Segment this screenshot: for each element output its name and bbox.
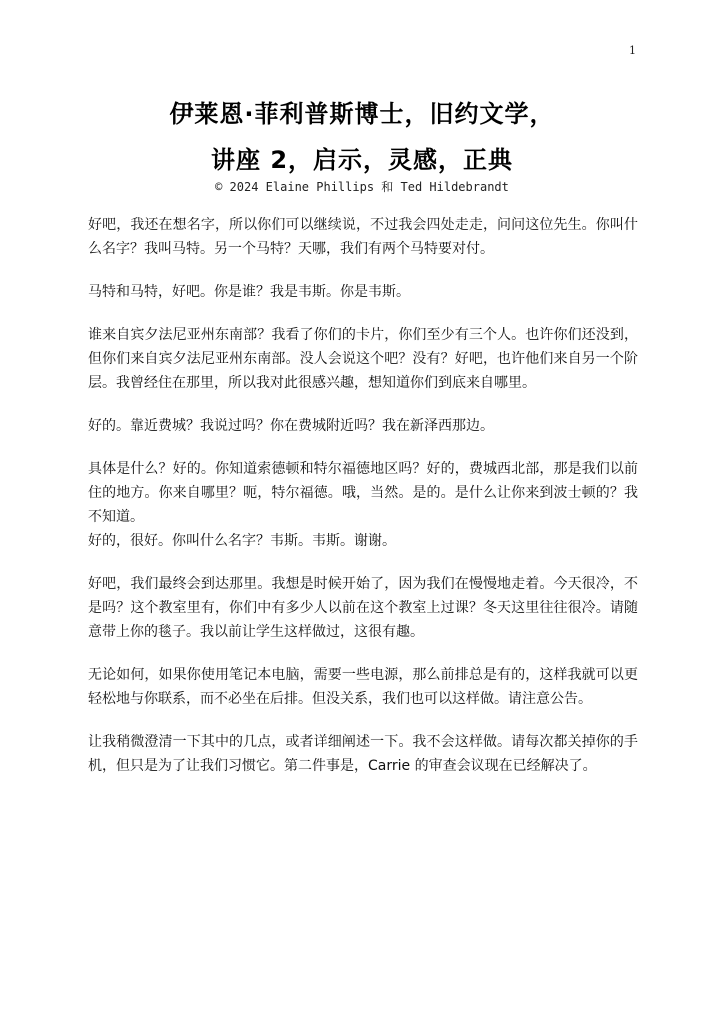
paragraph: 具体是什么？好的。你知道索德顿和特尔福德地区吗？好的，费城西北部，那是我们以前住的地方。你来自哪里？呃，特尔福德。哦，当然。是的。是什么让你来到波士顿的？我不知道。 bbox=[88, 461, 638, 525]
title-line-1: 伊莱恩·菲利普斯博士，旧约文学， bbox=[169, 100, 555, 128]
paragraph: 好的。靠近费城？我说过吗？你在费城附近吗？我在新泽西那边。 bbox=[88, 418, 494, 434]
transcript-body bbox=[88, 213, 638, 797]
paragraph: 好吧，我还在想名字，所以你们可以继续说，不过我会四处走走，问问这位先生。你叫什么名字？我叫马特。另一个马特？天哪，我们有两个马特要对付。 bbox=[88, 217, 638, 257]
copyright-line: © 2024 Elaine Phillips 和 Ted Hildebrandt bbox=[215, 180, 509, 194]
paragraph: 谁来自宾夕法尼亚州东南部？我看了你们的卡片，你们至少有三个人。也许你们还没到，但你们来自宾夕法尼亚州东南部。没人会说这个吧？没有？好吧，也许他们来自另一个阶层。我曾经住在那里，所以我对此很感兴趣，想知道你们到底来自哪里。 bbox=[88, 327, 638, 391]
title-line-2: 讲座 2，启示，灵感，正典 bbox=[210, 146, 514, 174]
paragraph: 让我稍微澄清一下其中的几点，或者详细阐述一下。我不会这样做。请每次都关掉你的手机，但只是为了让我们习惯它。第二件事是，Carrie 的审查会议现在已经解决了。 bbox=[88, 734, 638, 774]
paragraph: 好的，很好。你叫什么名字？韦斯。韦斯。谢谢。 bbox=[88, 533, 396, 549]
paragraph: 好吧，我们最终会到达那里。我想是时候开始了，因为我们在慢慢地走着。今天很冷，不是吗？这个教室里有，你们中有多少人以前在这个教室上过课？冬天这里往往很冷。请随意带上你的毯子。我以前让学生这样做过，这很有趣。 bbox=[88, 576, 638, 640]
page-number: 1 bbox=[629, 44, 636, 57]
paragraph: 无论如何，如果你使用笔记本电脑，需要一些电源，那么前排总是有的，这样我就可以更轻松地与你联系，而不必坐在后排。但没关系，我们也可以这样做。请注意公告。 bbox=[88, 667, 638, 707]
paragraph: 马特和马特，好吧。你是谁？我是韦斯。你是韦斯。 bbox=[88, 284, 410, 300]
